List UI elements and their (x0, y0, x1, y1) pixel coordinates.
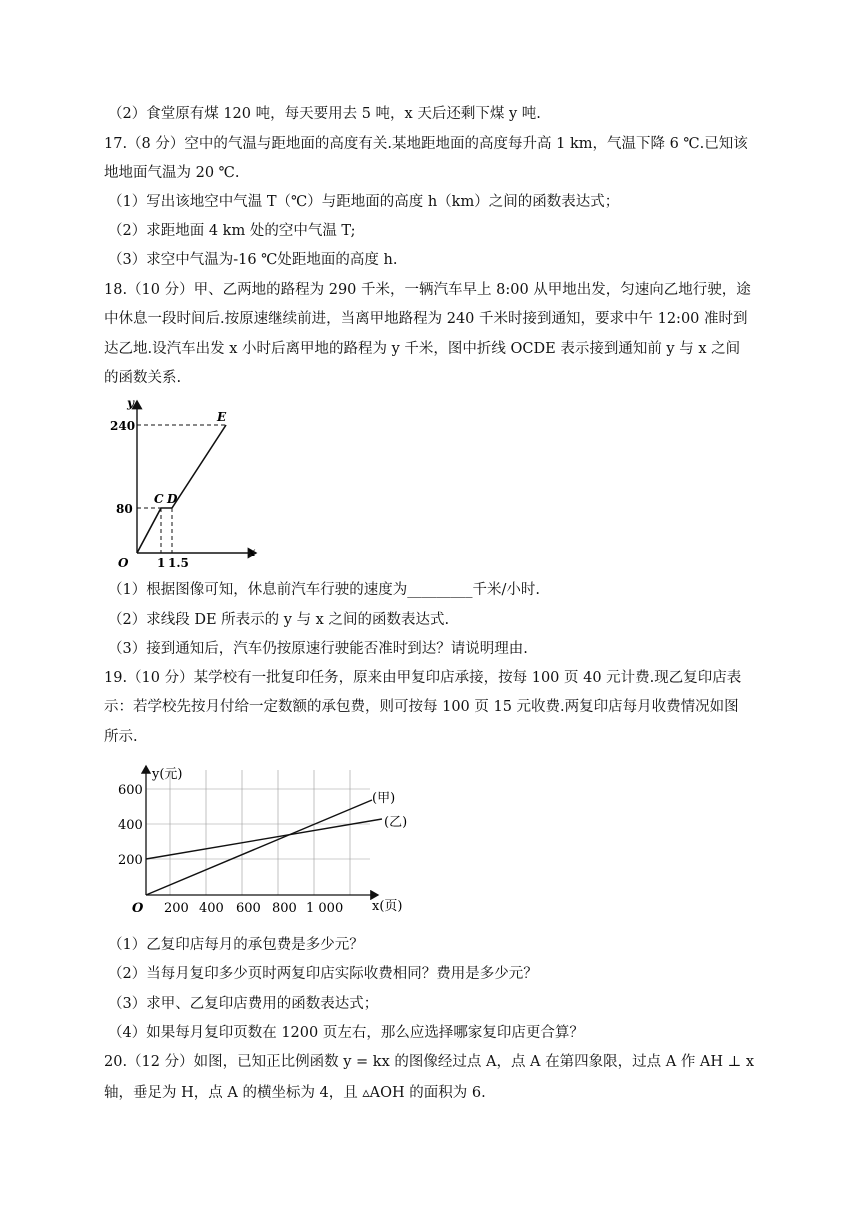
q18-stem-line3: 达乙地.设汽车出发 x 小时后离甲地的路程为 y 千米，图中折线 OCDE 表示接到通知前 y 与 x 之间 (104, 341, 741, 357)
y-axis-label: y (127, 396, 134, 410)
x-axis-label: x(页) (372, 899, 403, 914)
q18-figure (108, 395, 268, 575)
q19-figure (110, 760, 410, 920)
y-tick-80: 80 (116, 502, 133, 516)
q16-item-2: （2）食堂原有煤 120 吨，每天要用去 5 吨，x 天后还剩下煤 y 吨. (108, 106, 541, 122)
y-axis-label: y(元) (152, 767, 183, 782)
origin-label: O (118, 556, 129, 570)
origin-label: O (132, 901, 144, 916)
q17-item-2: （2）求距地面 4 km 处的空中气温 T; (108, 223, 356, 239)
point-d-label: D (167, 492, 178, 506)
q18-item-3: （3）接到通知后，汽车仍按原速行驶能否准时到达？请说明理由. (108, 641, 528, 657)
q17-stem-line2: 地地面气温为 20 ℃. (104, 165, 240, 181)
q18-stem-line1: 18.（10 分）甲、乙两地的路程为 290 千米，一辆汽车早上 8:00 从甲地出发，匀速向乙地行驶，途 (104, 282, 751, 298)
x-tick-400: 400 (199, 901, 224, 916)
q18-stem-line2: 中休息一段时间后.按原速继续前进，当离甲地路程为 240 千米时接到通知，要求中午 12:00 准时到 (104, 311, 748, 327)
x-tick-1: 1 (157, 556, 166, 570)
line-yi (146, 819, 382, 859)
q18-stem-line4: 的函数关系. (104, 370, 182, 386)
x-tick-800: 800 (272, 901, 297, 916)
q20-stem-line2: 轴，垂足为 H，点 A 的横坐标为 4，且 ▵AOH 的面积为 6. (104, 1085, 486, 1101)
q19-item-1: （1）乙复印店每月的承包费是多少元？ (108, 937, 364, 953)
point-e-label: E (217, 410, 227, 424)
y-tick-400: 400 (118, 818, 143, 833)
ocde-polyline (137, 425, 226, 553)
grid (146, 770, 370, 895)
line-yi-label: (乙) (384, 815, 408, 830)
q17-item-1: （1）写出该地空中气温 T（℃）与距地面的高度 h（km）之间的函数表达式； (108, 194, 620, 210)
q19-stem-line1: 19.（10 分）某学校有一批复印任务，原来由甲复印店承接，按每 100 页 40 元计费.现乙复印店表 (104, 670, 742, 686)
point-c-label: C (154, 492, 164, 506)
line-jia-label: (甲) (372, 791, 396, 806)
q20-stem-line1: 20.（12 分）如图，已知正比例函数 y = kx 的图像经过点 A，点 A 在第四象限，过点 A 作 AH ⊥ x (104, 1054, 755, 1070)
q17-item-3: （3）求空中气温为-16 ℃处距地面的高度 h. (108, 252, 398, 268)
y-tick-600: 600 (118, 783, 143, 798)
x-tick-1000: 1 000 (306, 901, 344, 916)
q19-item-2: （2）当每月复印多少页时两复印店实际收费相同？费用是多少元？ (108, 966, 538, 982)
q19-stem-line3: 所示. (104, 729, 138, 745)
x-axis-label: x (248, 545, 256, 559)
x-tick-200: 200 (164, 901, 189, 916)
line-jia (146, 800, 372, 895)
q19-item-4: （4）如果每月复印页数在 1200 页左右，那么应选择哪家复印店更合算？ (108, 1025, 584, 1041)
q19-stem-line2: 示：若学校先按月付给一定数额的承包费，则可按每 100 页 15 元收费.两复印店每月收费情况如图 (104, 699, 739, 715)
q18-item-2: （2）求线段 DE 所表示的 y 与 x 之间的函数表达式. (108, 612, 450, 628)
q19-item-3: （3）求甲、乙复印店费用的函数表达式； (108, 996, 379, 1012)
x-tick-600: 600 (236, 901, 261, 916)
y-tick-200: 200 (118, 853, 143, 868)
y-tick-240: 240 (110, 419, 136, 433)
q17-stem-line1: 17.（8 分）空中的气温与距地面的高度有关.某地距地面的高度每升高 1 km，气温下降 6 ℃.已知该 (104, 136, 748, 152)
x-tick-1-5: 1.5 (168, 556, 189, 570)
q18-item-1: （1）根据图像可知，休息前汽车行驶的速度为_________千米/小时. (108, 582, 540, 598)
